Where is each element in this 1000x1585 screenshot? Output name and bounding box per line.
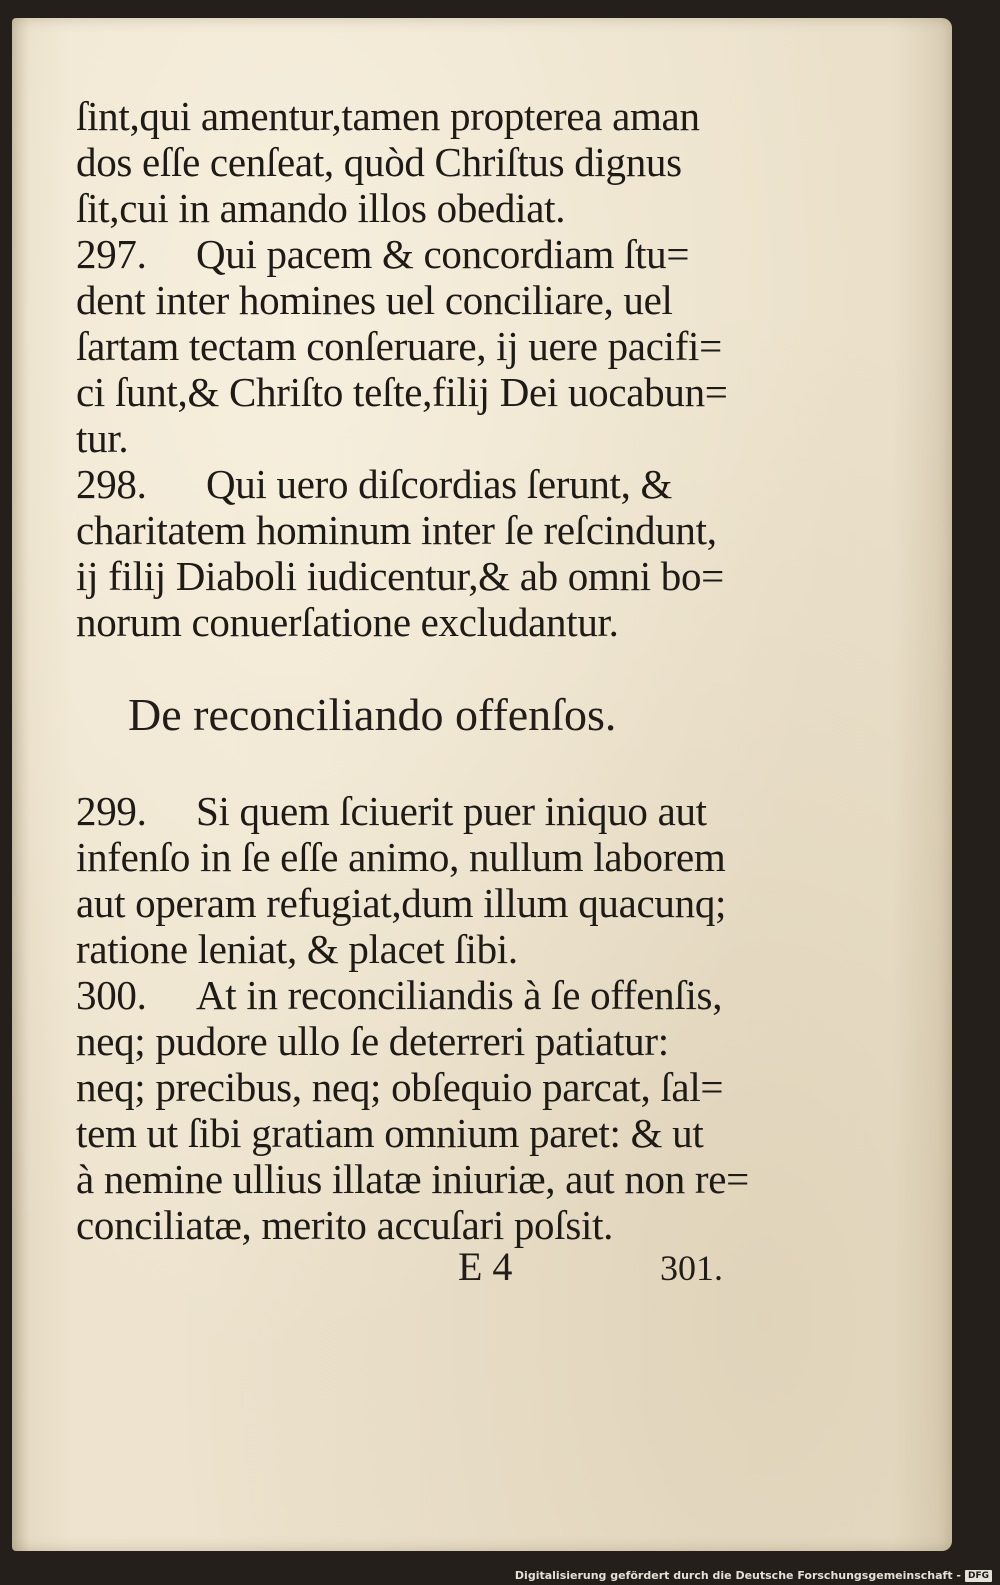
line-text: ſit,cui in amando illos obediat. [76,185,566,231]
text-line [76,507,756,553]
line-text: ratione leniat, & placet ſibi. [76,926,518,972]
paragraph-number: 297. [76,231,147,277]
line-text: ci ſunt,& Chriſto teſte,filij Dei uocabun= [76,369,728,415]
section-heading: De reconciliando offenſos. [128,689,617,740]
line-text: tem ut ſibi gratiam omnium paret: & ut [76,1110,704,1156]
line-text: ſint,qui amentur,tamen propterea aman [76,93,700,139]
paragraph-number: 298. [76,461,147,507]
text-line [76,277,756,323]
credit-text: Digitalisierung gefördert durch die Deutsche Forschungsgemeinschaft - [514,1569,961,1582]
text-block-upper [76,93,756,645]
text-block-lower [76,788,756,1248]
line-text: aut operam refugiat,dum illum quacunq; [76,880,727,926]
text-line [76,599,756,645]
line-text: dent inter homines uel conciliare, uel [76,277,673,323]
text-line [76,1110,756,1156]
text-line [76,926,756,972]
line-text: à nemine ullius illatæ iniuriæ, aut non re= [76,1156,749,1202]
line-text: tur. [76,415,129,461]
text-line [76,139,756,185]
text-line [76,1064,756,1110]
line-text: neq; precibus, neq; obſequio parcat, ſal= [76,1064,724,1110]
text-line [76,972,756,1018]
text-line [76,415,756,461]
line-text: Si quem ſciuerit puer iniquo aut [196,788,707,834]
line-text: norum conuerſatione excludantur. [76,599,619,645]
text-line [76,231,756,277]
line-text: neq; pudore ullo ſe deterreri patiatur: [76,1018,669,1064]
line-text: conciliatæ, merito accuſari poſsit. [76,1202,614,1248]
text-line [76,553,756,599]
line-text: Qui pacem & concordiam ſtu= [196,231,690,277]
text-line [76,880,756,926]
paragraph-number: 300. [76,972,147,1018]
line-text: infenſo in ſe eſſe animo, nullum laborem [76,834,726,880]
catchword: 301. [660,1248,723,1288]
text-line [76,369,756,415]
signature-mark: E 4 [458,1244,513,1289]
text-line [76,1018,756,1064]
text-line [76,323,756,369]
line-text: dos eſſe cenſeat, quòd Chriſtus dignus [76,139,682,185]
text-line [76,461,756,507]
text-line [76,185,756,231]
line-text: Qui uero diſcordias ſerunt, & [206,461,673,507]
text-line [76,1202,756,1248]
paragraph-number: 299. [76,788,147,834]
digitization-credit [515,1569,992,1582]
line-text: charitatem hominum inter ſe reſcindunt, [76,507,717,553]
text-line [76,788,756,834]
dfg-logo-icon: DFG [965,1570,992,1582]
text-line [76,834,756,880]
text-line [76,1156,756,1202]
line-text: ij filij Diaboli iudicentur,& ab omni bo= [76,553,725,599]
line-text: ſartam tectam conſeruare, ij uere pacifi= [76,323,722,369]
text-line [76,93,756,139]
line-text: At in reconciliandis à ſe offenſis, [196,972,723,1018]
